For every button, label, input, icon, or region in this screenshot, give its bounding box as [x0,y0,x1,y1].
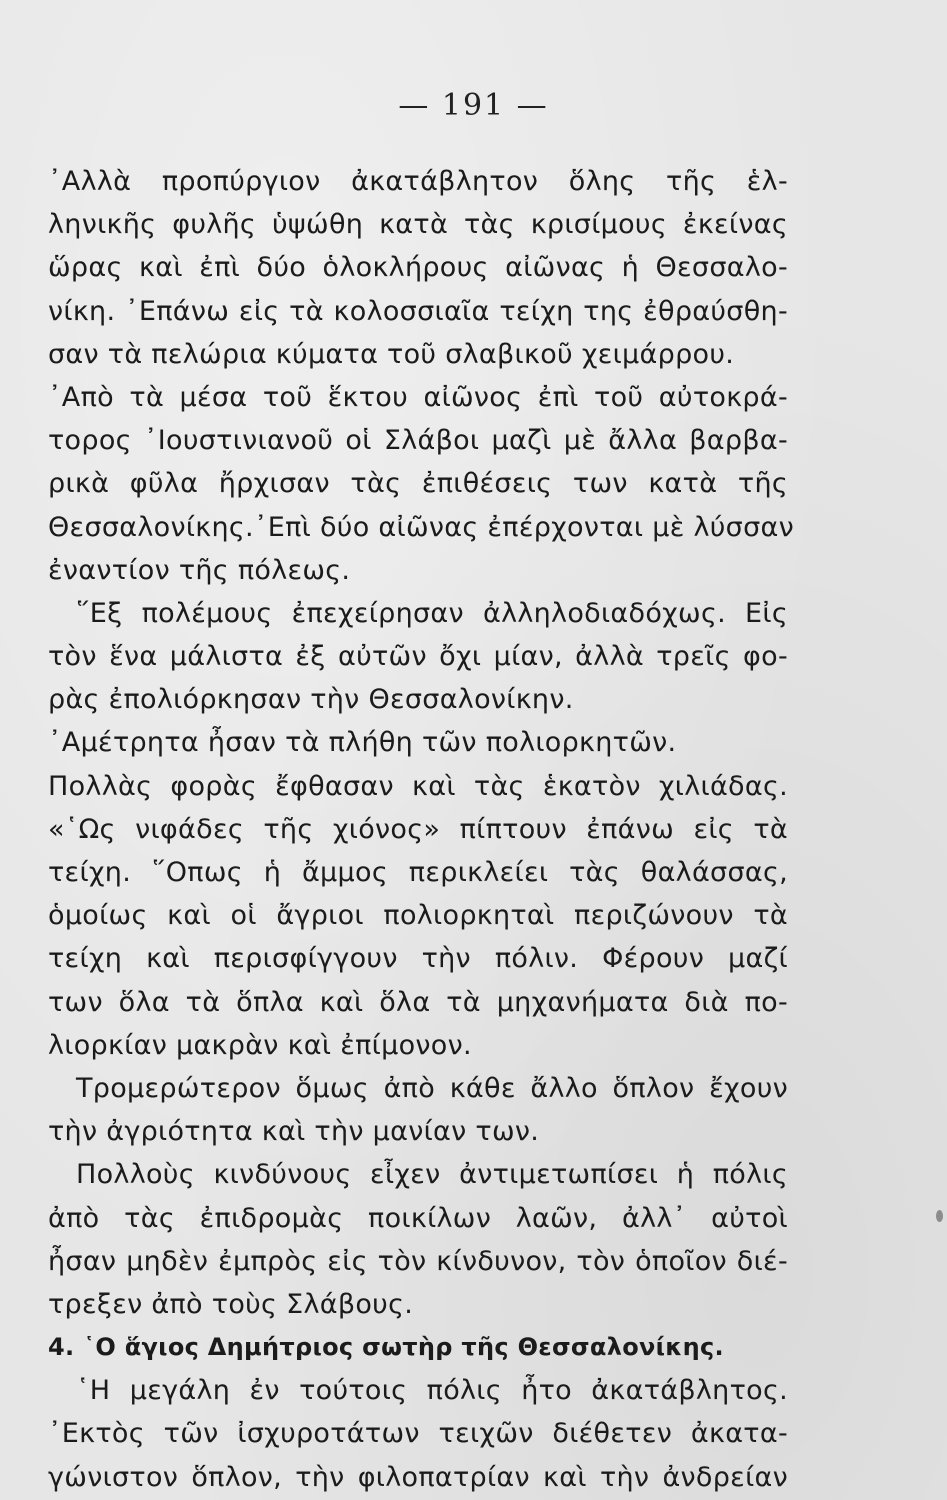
text-line: τὸν ἕνα μάλιστα ἐξ αὐτῶν ὄχι μίαν, ἀλλὰ τρεῖς φο- [48,641,788,673]
text-line: ὥρας καὶ ἐπὶ δύο ὁλοκλήρους αἰῶνας ἡ Θεσσαλο- [48,252,788,284]
page-blemish [936,1210,943,1222]
text-line: ἦσαν μηδὲν ἐμπρὸς εἰς τὸν κίνδυνον, τὸν ὁποῖον διέ- [48,1245,788,1277]
page-number: — 191 — [398,88,549,123]
text-line: ῞Εξ πολέμους ἐπεχείρησαν ἀλληλοδιαδόχως. Εἰς [76,597,788,629]
text-line: ῾Η μεγάλη ἐν τούτοις πόλις ἦτο ἀκατάβλητος. [76,1375,788,1407]
text-line: νίκη. ᾿Επάνω εἰς τὰ κολοσσιαῖα τείχη της ἐθραύσθη- [48,295,788,327]
text-line: ρικὰ φῦλα ἤρχισαν τὰς ἐπιθέσεις των κατὰ τῆς [48,468,788,500]
text-line: Θεσσαλονίκης.᾿Επὶ δύο αἰῶνας ἐπέρχονται μὲ λύσσαν [48,511,794,543]
text-line: τορος ᾿Ιουστινιανοῦ οἱ Σλάβοι μαζὶ μὲ ἄλλα βαρβα- [48,425,788,457]
text-line: ρὰς ἐπολιόρκησαν τὴν Θεσσαλονίκην. [48,684,574,716]
text-line: Πολλοὺς κινδύνους εἶχεν ἀντιμετωπίσει ἡ πόλις [76,1159,788,1191]
text-line: ᾿Αμέτρητα ἦσαν τὰ πλήθη τῶν πολιορκητῶν. [48,727,677,759]
text-line: ᾿Εκτὸς τῶν ἰσχυροτάτων τειχῶν διέθετεν ἀκατα- [48,1418,788,1450]
text-line: ληνικῆς φυλῆς ὑψώθη κατὰ τὰς κρισίμους ἐκείνας [48,209,788,241]
text-line: Πολλὰς φορὰς ἔφθασαν καὶ τὰς ἑκατὸν χιλιάδας. [48,770,788,802]
text-line: τείχη. ῞Οπως ἡ ἄμμος περικλείει τὰς θαλάσσας, [48,857,788,888]
text-line: «῾Ως νιφάδες τῆς χιόνος» πίπτουν ἐπάνω εἰς τὰ [48,813,788,845]
text-line: Τρομερώτερον ὅμως ἀπὸ κάθε ἄλλο ὅπλον ἔχουν [76,1072,788,1104]
text-line: γώνιστον ὅπλον, τὴν φιλοπατρίαν καὶ τὴν ἀνδρείαν [48,1461,788,1493]
text-line: τὴν ἀγριότητα καὶ τὴν μανίαν των. [48,1116,540,1148]
text-line: ἐναντίον τῆς πόλεως. [48,554,351,586]
text-line: ἀπὸ τὰς ἐπιδρομὰς ποικίλων λαῶν, ἀλλ᾿ αὐτοὶ [48,1202,788,1234]
text-line: ᾿Απὸ τὰ μέσα τοῦ ἕκτου αἰῶνος ἐπὶ τοῦ αὐτοκρά- [48,381,788,413]
text-line: τρεξεν ἀπὸ τοὺς Σλάβους. [48,1288,414,1320]
text-line: ὁμοίως καὶ οἱ ἄγριοι πολιορκηταὶ περιζώνουν τὰ [48,900,788,932]
text-line: σαν τὰ πελώρια κύματα τοῦ σλαβικοῦ χειμάρρου. [48,338,735,370]
text-line: ᾿Αλλὰ προπύργιον ἀκατάβλητον ὅλης τῆς ἑλ- [48,166,788,197]
body-text [48,160,794,1499]
text-line: λιορκίαν μακρὰν καὶ ἐπίμονον. [48,1029,472,1061]
text-line: των ὅλα τὰ ὅπλα καὶ ὅλα τὰ μηχανήματα διὰ πο- [48,986,788,1018]
text-line: τείχη καὶ περισφίγγουν τὴν πόλιν. Φέρουν μαζί [48,943,788,975]
section-heading: 4. ῾Ο ἅγιος Δημήτριος σωτὴρ τῆς Θεσσαλονίκης. [48,1333,724,1362]
